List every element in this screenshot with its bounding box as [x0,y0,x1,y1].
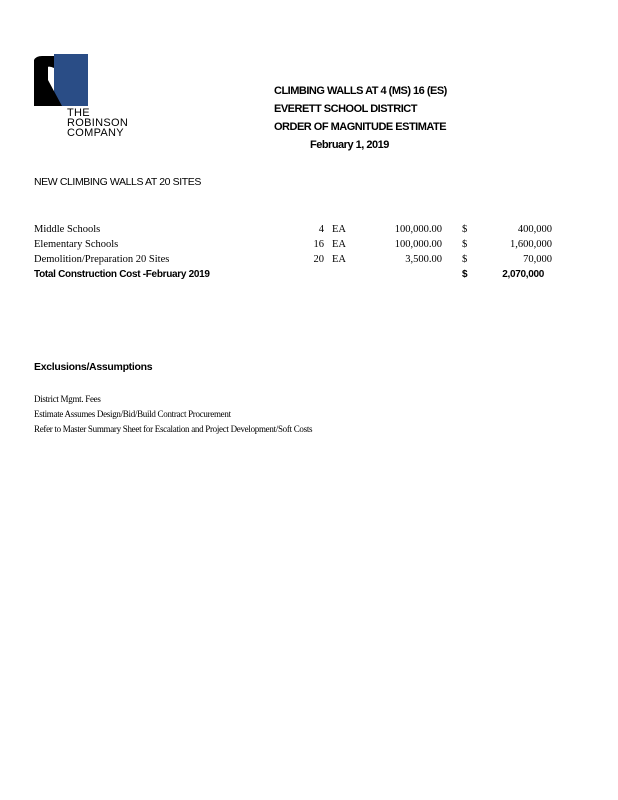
total-row [34,267,574,282]
header-estimate-type: ORDER OF MAGNITUDE ESTIMATE [274,121,447,133]
table-row [34,252,574,267]
section-title: NEW CLIMBING WALLS AT 20 SITES [34,176,201,188]
row-unit-price: 3,500.00 [405,254,442,265]
row-total: 70,000 [523,254,552,265]
exclusions-list [34,392,312,437]
total-amount: 2,070,000 [502,269,544,280]
total-dollar-sign: $ [462,269,468,280]
row-dollar-sign: $ [462,254,468,265]
list-item: Refer to Master Summary Sheet for Escalation and Project Development/Soft Costs [34,424,313,434]
row-description: Demolition/Preparation 20 Sites [34,254,170,265]
row-total: 400,000 [517,224,552,235]
header-district: EVERETT SCHOOL DISTRICT [274,103,417,115]
company-logo [34,54,144,144]
header-project-title: CLIMBING WALLS AT 4 (MS) 16 (ES) [274,85,447,97]
row-total: 1,600,000 [510,239,552,250]
list-item: Estimate Assumes Design/Bid/Build Contract Procurement [34,409,231,419]
total-label: Total Construction Cost -February 2019 [34,269,210,280]
row-quantity: 20 [313,254,324,265]
row-dollar-sign: $ [462,239,468,250]
logo-line-the: THE [67,107,90,119]
logo-line-robinson: ROBINSON [67,117,129,129]
header-date: February 1, 2019 [310,139,389,151]
row-unit-price: 100,000.00 [394,239,442,250]
row-unit: EA [332,254,346,265]
row-dollar-sign: $ [462,224,468,235]
row-description: Middle Schools [34,224,101,235]
document-header [274,82,447,154]
row-quantity: 4 [318,224,324,235]
list-item: District Mgmt. Fees [34,394,101,404]
row-quantity: 16 [313,239,324,250]
row-unit-price: 100,000.00 [394,224,442,235]
row-description: Elementary Schools [34,239,119,250]
row-unit: EA [332,224,346,235]
exclusions-title: Exclusions/Assumptions [34,361,153,373]
table-row [34,222,574,237]
logo-line-company: COMPANY [67,127,124,139]
estimate-table [34,222,574,282]
table-row [34,237,574,252]
row-unit: EA [332,239,346,250]
